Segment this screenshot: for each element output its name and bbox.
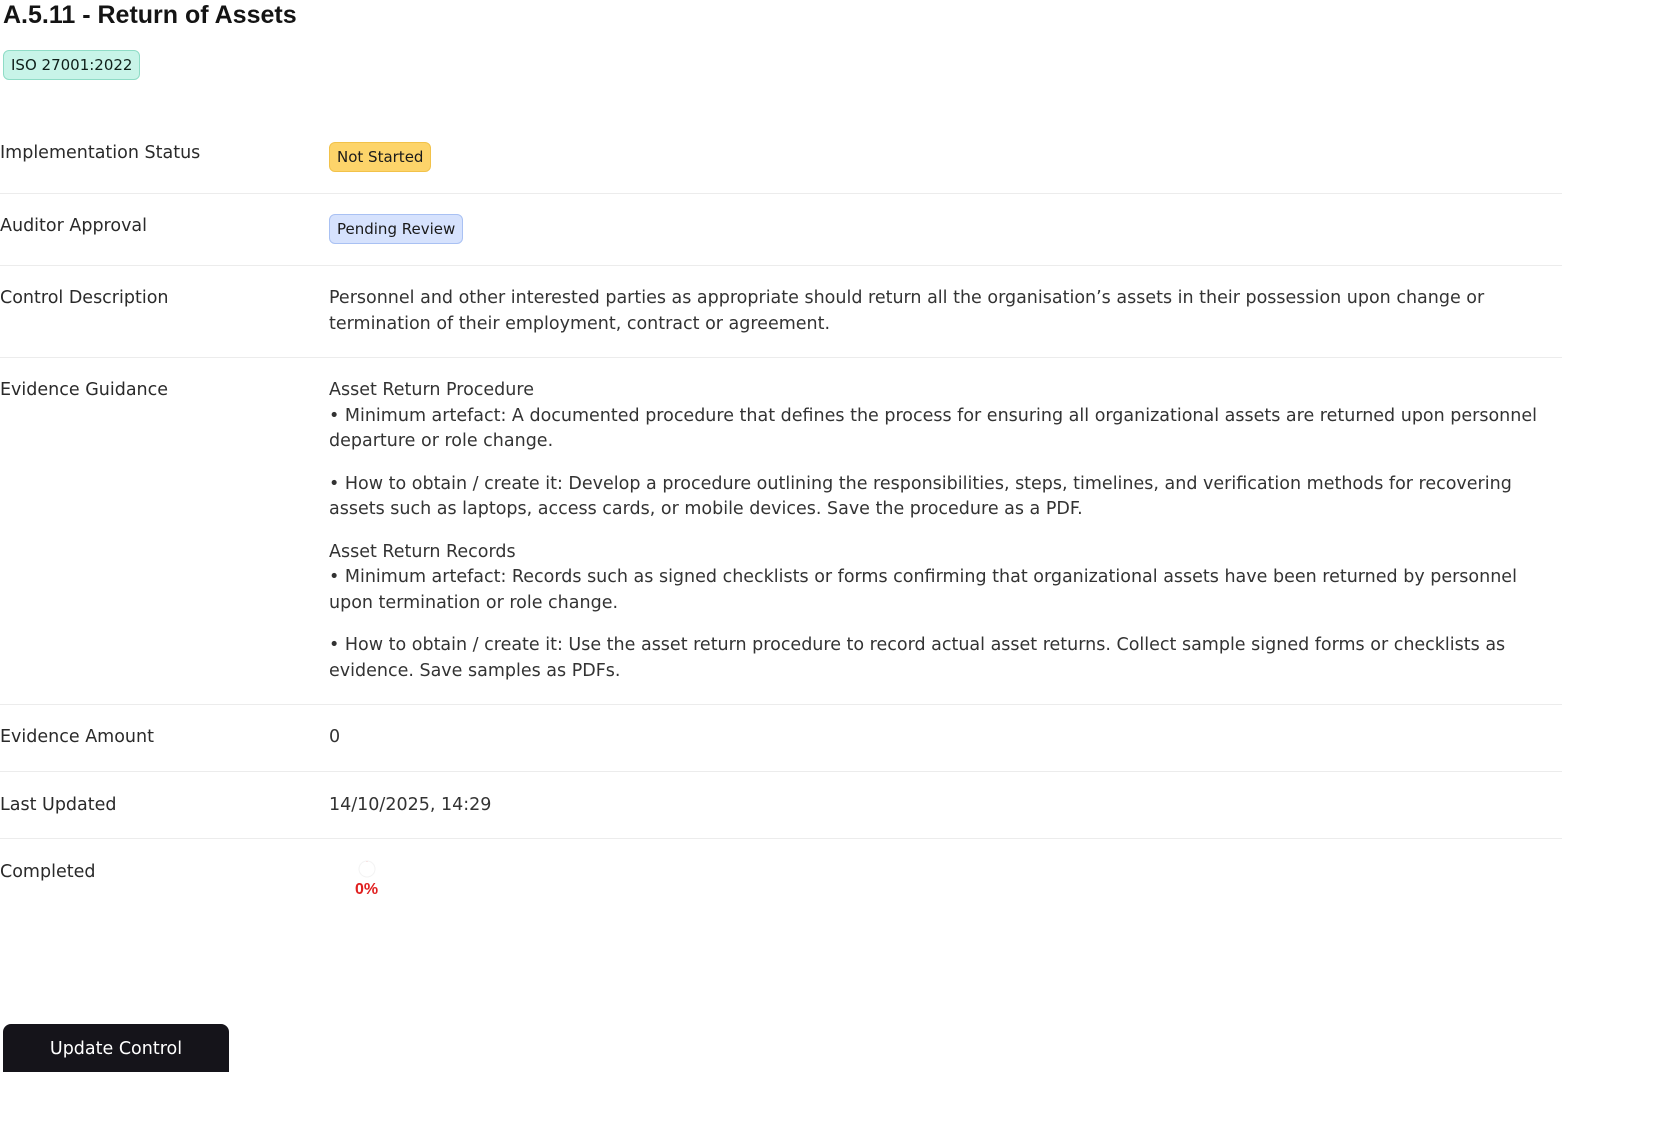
last-updated-label: Last Updated — [0, 795, 117, 815]
evidence-amount-label: Evidence Amount — [0, 727, 154, 747]
evidence-amount-row — [0, 705, 1562, 772]
page-title: A.5.11 - Return of Assets — [3, 1, 297, 29]
evidence-guidance-label: Evidence Guidance — [0, 380, 169, 400]
guidance-text: • Minimum artefact: A documented procedure that defines the process for ensuring all organizational assets are returned upon personnel departure or role change. — [329, 405, 1537, 451]
control-description-label: Control Description — [0, 288, 169, 308]
completed-row — [0, 839, 1562, 939]
framework-badge: ISO 27001:2022 — [3, 50, 140, 80]
control-details — [0, 122, 1562, 939]
update-control-status-button[interactable]: Update Control Status — [3, 1024, 229, 1072]
completion-progress — [329, 863, 409, 923]
auditor-approval-badge: Pending Review — [329, 214, 463, 244]
guidance-text: • How to obtain / create it: Develop a procedure outlining the responsibilities, steps, timelines, and verification methods for recovering assets such as laptops, access cards, or mobile devices. Save the procedure as a PDF. — [329, 473, 1512, 519]
auditor-approval-row — [0, 194, 1562, 266]
progress-ring-icon — [357, 859, 377, 879]
control-detail-page — [3, 0, 1565, 80]
control-description-text: Personnel and other interested parties as appropriate should return all the organisation’s assets in their possession upon change or termination of their employment, contract or agreement. — [329, 288, 1485, 334]
evidence-guidance-row — [0, 358, 1562, 705]
implementation-status-label: Implementation Status — [0, 143, 201, 163]
guidance-block — [329, 540, 1562, 617]
implementation-status-value-cell — [329, 122, 1562, 193]
evidence-amount-value: 0 — [329, 727, 341, 747]
auditor-approval-label: Auditor Approval — [0, 216, 148, 236]
last-updated-row — [0, 772, 1562, 839]
auditor-approval-value-cell — [329, 194, 1562, 265]
guidance-heading: Asset Return Records — [329, 541, 516, 562]
last-updated-value: 14/10/2025, 14:29 — [329, 795, 492, 815]
guidance-text: • How to obtain / create it: Use the asset return procedure to record actual asset returns. Collect sample signed forms or checklists as evidence. Save samples as PDFs. — [329, 635, 1506, 681]
completion-percent: 0% — [355, 881, 379, 898]
guidance-block — [329, 378, 1562, 455]
implementation-status-badge: Not Started — [329, 142, 431, 172]
implementation-status-row — [0, 122, 1562, 194]
guidance-block — [329, 633, 1562, 684]
completed-value-cell — [329, 839, 1562, 939]
control-description-row — [0, 266, 1562, 358]
evidence-guidance-content — [329, 358, 1562, 704]
guidance-text: • Minimum artefact: Records such as signed checklists or forms confirming that organizational assets have been returned by personnel upon termination or role change. — [329, 567, 1517, 613]
guidance-heading: Asset Return Procedure — [329, 380, 534, 400]
guidance-block — [329, 472, 1562, 523]
completed-label: Completed — [0, 862, 96, 882]
